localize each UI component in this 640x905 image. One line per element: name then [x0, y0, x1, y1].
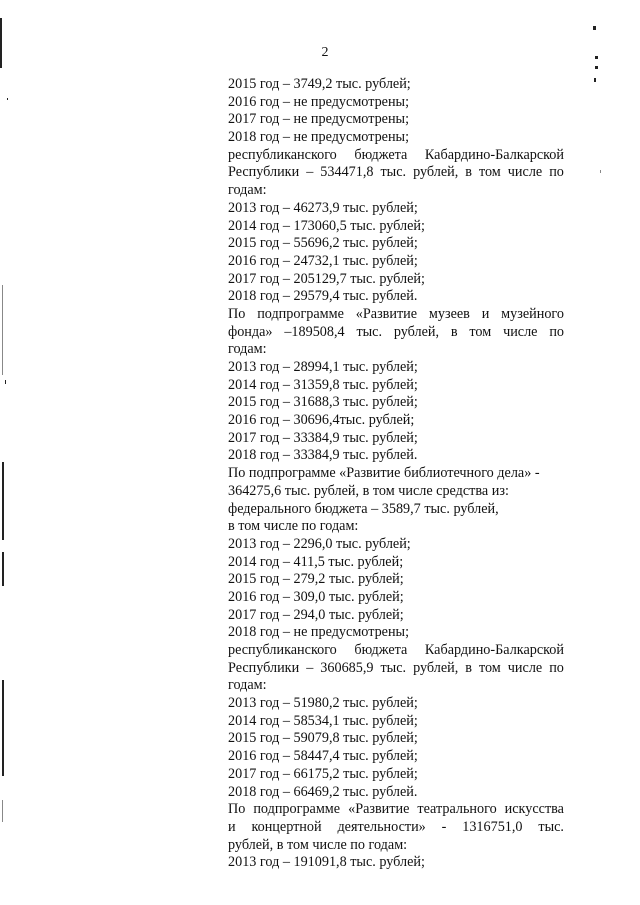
- word: деятельности»: [337, 818, 426, 835]
- text-line: 2014 год – 31359,8 тыс. рублей;: [228, 376, 418, 393]
- word: –: [306, 164, 314, 181]
- word: -: [441, 818, 447, 835]
- text-line: 2018 год – не предусмотрены;: [228, 129, 410, 146]
- word: по: [549, 659, 564, 676]
- text-line: 2016 год – не предусмотрены;: [228, 93, 410, 110]
- page-number: 2: [321, 45, 329, 60]
- word: бюджета: [354, 146, 408, 163]
- word: подпрограмме: [253, 801, 341, 818]
- word: и: [481, 305, 490, 322]
- word: Кабардино-Балкарской: [424, 146, 564, 163]
- text-line: 2015 год – 55696,2 тыс. рублей;: [228, 235, 418, 252]
- text-line: рублей, в том числе по годам:: [228, 836, 408, 853]
- word: том: [478, 164, 501, 181]
- word: фонда»: [228, 323, 273, 340]
- text-line: 2015 год – 3749,2 тыс. рублей;: [228, 76, 411, 92]
- word: тыс.: [356, 323, 383, 340]
- word: «Развитие: [348, 801, 410, 818]
- text-line: 2018 год – 66469,2 тыс. рублей.: [228, 783, 418, 800]
- text-line: 2013 год – 28994,1 тыс. рублей;: [228, 359, 418, 375]
- word: числе: [507, 164, 543, 181]
- text-line: 2017 год – 33384,9 тыс. рублей;: [228, 429, 418, 446]
- word: Республики: [228, 164, 300, 181]
- scan-mark: [2, 462, 4, 540]
- text-line: 2013 год – 191091,8 тыс. рублей;: [228, 854, 425, 871]
- scan-mark: [595, 66, 598, 69]
- word: Кабардино-Балкарской: [424, 642, 564, 658]
- word: рублей,: [393, 323, 440, 340]
- text-line: 2013 год – 2296,0 тыс. рублей;: [228, 535, 411, 552]
- text-line: годам:: [228, 341, 267, 358]
- scan-mark: [7, 98, 8, 100]
- word: том: [469, 323, 492, 340]
- word: в: [450, 323, 458, 340]
- word: числе: [503, 323, 538, 340]
- text-line: [228, 147, 564, 165]
- scan-mark: [2, 552, 4, 586]
- scan-mark: [2, 680, 4, 776]
- text-line: 2018 год – 33384,9 тыс. рублей.: [228, 447, 418, 464]
- document-body: [228, 76, 564, 872]
- word: «Развитие: [355, 305, 418, 322]
- word: республиканского: [228, 146, 337, 163]
- word: 534471,8: [320, 164, 374, 181]
- scan-mark: [594, 78, 596, 82]
- scan-mark: [595, 56, 598, 59]
- text-line: [228, 164, 564, 182]
- text-line: [228, 801, 564, 819]
- text-line: федерального бюджета – 3589,7 тыс. рублей,: [228, 500, 499, 517]
- word: в: [465, 164, 472, 181]
- text-line: 2015 год – 279,2 тыс. рублей;: [228, 571, 404, 588]
- text-line: По подпрограмме «Развитие библиотечного дела» -: [228, 465, 540, 482]
- word: –: [306, 659, 314, 676]
- text-line: 2014 год – 411,5 тыс. рублей;: [228, 553, 404, 570]
- text-line: 2014 год – 173060,5 тыс. рублей;: [228, 217, 425, 234]
- word: музейного: [501, 305, 564, 322]
- word: –189508,4: [284, 323, 345, 340]
- text-line: 2013 год – 51980,2 тыс. рублей;: [228, 695, 418, 712]
- scan-mark: [0, 18, 2, 68]
- word: концертной: [251, 818, 322, 835]
- word: том: [478, 659, 501, 676]
- word: 360685,9: [320, 659, 374, 676]
- word: тыс.: [380, 659, 407, 676]
- text-line: 2018 год – 29579,4 тыс. рублей.: [228, 288, 418, 305]
- text-line: годам:: [228, 677, 267, 694]
- word: По: [228, 305, 246, 322]
- text-line: в том числе по годам:: [228, 518, 359, 535]
- text-line: 2014 год – 58534,1 тыс. рублей;: [228, 712, 418, 729]
- word: по: [549, 323, 564, 340]
- text-line: 2015 год – 31688,3 тыс. рублей;: [228, 394, 418, 411]
- scan-mark: [2, 285, 3, 375]
- word: по: [549, 164, 564, 181]
- text-line: 2018 год – не предусмотрены;: [228, 624, 410, 641]
- text-line: [228, 660, 564, 678]
- text-line: 2017 год – 66175,2 тыс. рублей;: [228, 765, 418, 782]
- word: Республики: [228, 659, 300, 676]
- word: числе: [507, 659, 543, 676]
- text-line: 2016 год – 30696,4тыс. рублей;: [228, 412, 415, 429]
- word: театрального: [417, 801, 497, 818]
- word: музеев: [428, 305, 470, 322]
- text-line: 2013 год – 46273,9 тыс. рублей;: [228, 199, 418, 216]
- word: бюджета: [354, 642, 408, 658]
- text-line: [228, 324, 564, 342]
- word: в: [465, 659, 472, 676]
- scan-mark: [5, 380, 6, 384]
- word: По: [228, 801, 246, 818]
- text-line: [228, 819, 564, 837]
- word: рублей,: [413, 659, 459, 676]
- text-line: годам:: [228, 182, 267, 199]
- word: республиканского: [228, 642, 337, 658]
- word: искусства: [504, 801, 564, 818]
- text-line: 2017 год – 294,0 тыс. рублей;: [228, 606, 404, 623]
- text-line: 2016 год – 24732,1 тыс. рублей;: [228, 252, 418, 269]
- text-line: 2017 год – не предусмотрены;: [228, 111, 410, 128]
- word: 1316751,0: [462, 818, 523, 835]
- scan-mark: [600, 170, 601, 173]
- text-line: 364275,6 тыс. рублей, в том числе средства из:: [228, 482, 509, 499]
- word: тыс.: [380, 164, 407, 181]
- word: рублей,: [413, 164, 459, 181]
- text-line: 2016 год – 309,0 тыс. рублей;: [228, 588, 404, 605]
- word: и: [228, 818, 236, 835]
- scan-mark: [593, 26, 596, 30]
- text-line: [228, 642, 564, 660]
- word: тыс.: [538, 818, 564, 835]
- text-line: [228, 306, 564, 324]
- text-line: 2016 год – 58447,4 тыс. рублей;: [228, 748, 418, 765]
- text-line: 2017 год – 205129,7 тыс. рублей;: [228, 270, 425, 287]
- scan-mark: [2, 800, 3, 822]
- text-line: 2015 год – 59079,8 тыс. рублей;: [228, 730, 418, 747]
- word: подпрограмме: [257, 305, 344, 322]
